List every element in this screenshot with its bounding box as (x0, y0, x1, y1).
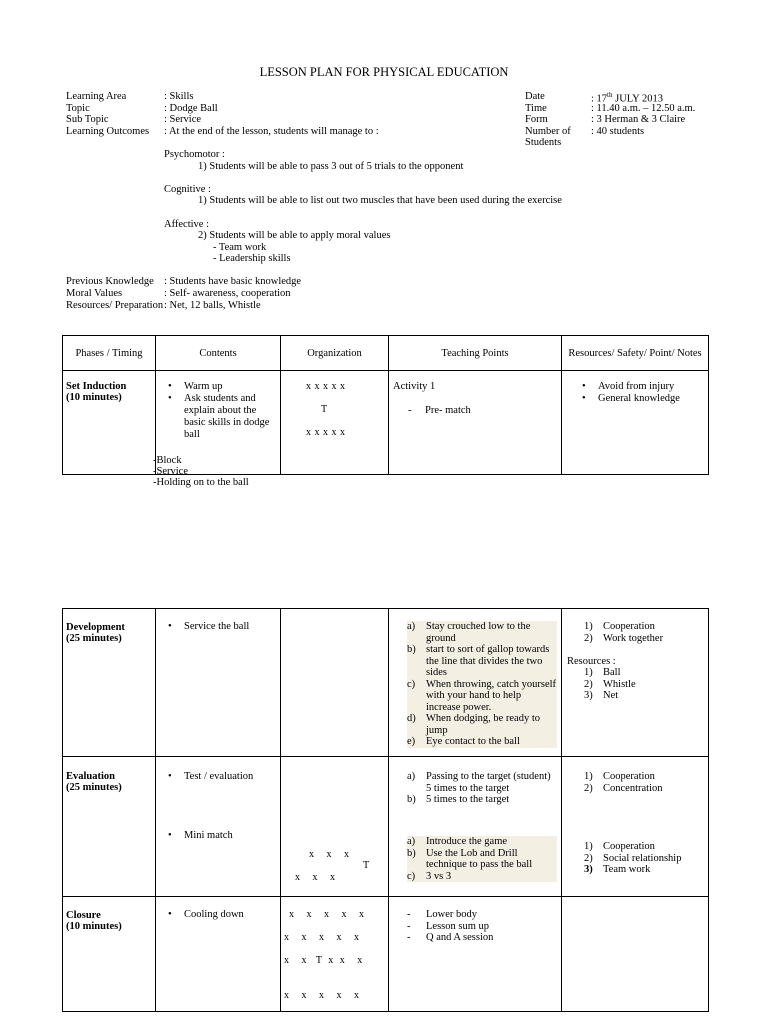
affective-sub-teamwork: - Team work (213, 242, 267, 253)
activity-dash: - (408, 405, 412, 416)
table-row-set-induction (63, 371, 709, 475)
list-item: • Cooling down (168, 909, 280, 921)
label-learning-area: Learning Area (66, 91, 127, 102)
org-row-1: x x x x x (289, 909, 365, 920)
teaching-points-development (407, 621, 557, 748)
list-item: a) Stay crouched low to the ground (407, 621, 557, 644)
teaching-points-mini-match (407, 836, 557, 882)
list-item: • Mini match (168, 830, 280, 842)
value-resources-preparation: : Net, 12 balls, Whistle (164, 300, 261, 311)
notes-list-set-induction (582, 381, 707, 405)
cognitive-item: 1) Students will be able to list out two muscles that have been used during the exercise (198, 195, 562, 206)
label-number-of: Number of (525, 126, 571, 137)
table-row-development (63, 609, 709, 757)
document-title: LESSON PLAN FOR PHYSICAL EDUCATION (259, 65, 509, 79)
value-topic: : Dodge Ball (164, 103, 218, 114)
notes-list-mini-match (584, 841, 706, 876)
value-form: : 3 Herman & 3 Claire (591, 114, 686, 125)
contents-list-evaluation (168, 771, 280, 783)
resources-list-development (584, 667, 706, 702)
timing-evaluation: (25 minutes) (66, 782, 122, 793)
list-item: 3) Team work (584, 864, 651, 875)
label-students: Students (525, 137, 562, 148)
list-item: • Avoid from injury (582, 381, 707, 393)
phase-evaluation: Evaluation (66, 771, 116, 782)
list-item: e) Eye contact to the ball (407, 736, 557, 748)
list-item: c) 3 vs 3 (407, 871, 557, 883)
value-learning-area: : Skills (164, 91, 194, 102)
list-item: 3) Net (584, 690, 619, 701)
org-row-top: x x x x x (306, 381, 346, 392)
contents-list-set-induction (168, 381, 280, 441)
list-item: - Q and A session (407, 932, 494, 943)
list-item: • General knowledge (582, 393, 707, 405)
list-item: • Service the ball (168, 621, 280, 633)
list-item: 2) Work together (584, 632, 664, 644)
label-resources-preparation: Resources/ Preparation (66, 300, 164, 311)
lesson-table-part2 (62, 608, 709, 1012)
label-moral-values: Moral Values (66, 288, 123, 299)
lesson-table-part1 (62, 335, 709, 488)
header-resources-notes: Resources/ Safety/ Point/ Notes (562, 336, 709, 371)
activity-point: Pre- match (425, 405, 471, 416)
list-item: 1) Cooperation (584, 621, 655, 632)
phase-development: Development (66, 622, 125, 633)
label-learning-outcomes: Learning Outcomes (66, 126, 150, 137)
teaching-points-evaluation (407, 771, 557, 806)
header-contents: Contents (156, 336, 281, 371)
label-previous-knowledge: Previous Knowledge (66, 276, 154, 287)
list-item: • Test / evaluation (168, 771, 280, 783)
org-row-bottom: x x x (295, 872, 336, 883)
contents-list-development (168, 621, 280, 633)
psychomotor-item: 1) Students will be able to pass 3 out of 5 trials to the opponent (198, 161, 464, 172)
org-teacher: T (363, 860, 370, 871)
list-item: 1) Cooperation (584, 841, 655, 852)
list-item: - Lower body (407, 909, 478, 920)
list-item: 1) Ball (584, 667, 621, 678)
contents-extra-service: -Service (153, 466, 188, 477)
org-row-top: x x x (309, 849, 350, 860)
value-number-of-students: : 40 students (591, 126, 645, 137)
org-row-bottom: x x x x x (306, 427, 346, 438)
resources-label: Resources : (567, 656, 616, 667)
org-row-2: x x x x x (284, 932, 360, 943)
header-phases-timing: Phases / Timing (63, 336, 156, 371)
table-row-evaluation (63, 757, 709, 897)
affective-sub-leadership: - Leadership skills (213, 253, 291, 264)
timing-development: (25 minutes) (66, 633, 122, 644)
list-item: a) Passing to the target (student) 5 times to the target (407, 771, 551, 794)
contents-list-closure (168, 909, 280, 921)
notes-list-evaluation (584, 771, 706, 794)
list-item: b) 5 times to the target (407, 794, 510, 805)
phase-closure: Closure (66, 910, 101, 921)
org-row-4: x x x x x (284, 990, 360, 1001)
timing-set-induction: (10 minutes) (66, 392, 122, 403)
value-time: : 11.40 a.m. – 12.50 a.m. (591, 103, 696, 114)
list-item: - Lesson sum up (407, 920, 489, 932)
value-moral-values: : Self- awareness, cooperation (164, 288, 291, 299)
teaching-points-closure (407, 909, 557, 944)
list-item: 2) Social relationship (584, 852, 682, 864)
cognitive-label: Cognitive : (164, 184, 211, 195)
activity-label: Activity 1 (393, 381, 436, 392)
value-sub-topic: : Service (164, 114, 202, 125)
list-item: c) When throwing, catch yourself with your hand to help increase power. (407, 678, 557, 713)
list-item: 2) Whistle (584, 678, 636, 690)
value-date: : 17th JULY 2013 (591, 91, 663, 105)
contents-extra-holding: -Holding on to the ball (153, 477, 249, 488)
list-item: d) When dodging, be ready to jump (407, 713, 557, 736)
org-row-3: x x T x x x (284, 955, 363, 966)
table-row-closure (63, 897, 709, 1012)
list-item: b) start to sort of gallop towards the line that divides the two sides (407, 644, 557, 679)
contents-extra-block: -Block (153, 455, 182, 466)
notes-list-development (584, 621, 706, 644)
label-form: Form (525, 114, 548, 125)
label-time: Time (525, 103, 547, 114)
header-organization: Organization (281, 336, 389, 371)
list-item: • Ask students and explain about the basic skills in dodge ball (168, 393, 280, 441)
phase-set-induction: Set Induction (66, 381, 127, 392)
label-date: Date (525, 91, 545, 102)
value-previous-knowledge: : Students have basic knowledge (164, 276, 302, 287)
affective-label: Affective : (164, 219, 209, 230)
affective-item: 2) Students will be able to apply moral values (198, 230, 391, 241)
contents-list-mini-match (168, 830, 280, 842)
header-teaching-points: Teaching Points (389, 336, 562, 371)
value-learning-outcomes: : At the end of the lesson, students will manage to : (164, 126, 379, 137)
label-topic: Topic (66, 103, 90, 114)
org-teacher: T (321, 404, 328, 415)
timing-closure: (10 minutes) (66, 921, 122, 932)
psychomotor-label: Psychomotor : (164, 149, 225, 160)
list-item: b) Use the Lob and Drill technique to pass the ball (407, 848, 557, 871)
list-item: 2) Concentration (584, 782, 663, 794)
list-item: a) Introduce the game (407, 836, 557, 848)
label-sub-topic: Sub Topic (66, 114, 109, 125)
list-item: • Warm up (168, 381, 280, 393)
list-item: 1) Cooperation (584, 771, 655, 782)
